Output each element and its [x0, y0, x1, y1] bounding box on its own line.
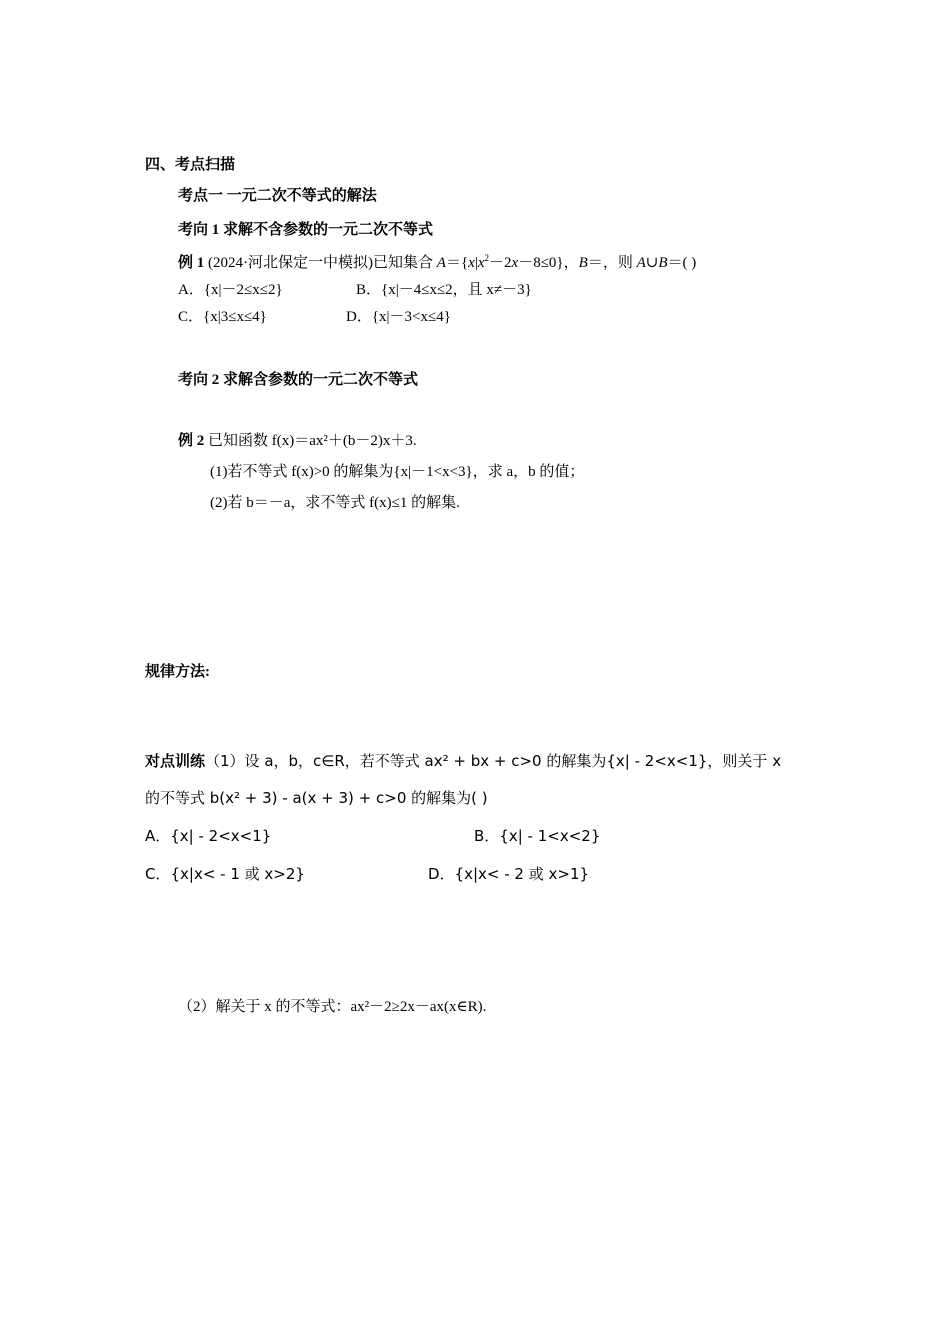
- example1-option-b: B．{x|－4≤x≤2，且 x≠－3}: [356, 282, 532, 298]
- set-b: B: [658, 255, 668, 271]
- method-label: 规律方法:: [145, 664, 210, 680]
- training-label: 对点训练: [145, 752, 206, 770]
- example2-stem: [178, 431, 417, 451]
- union-symbol: ∪: [645, 255, 659, 271]
- example1-text: ＝{: [445, 255, 469, 271]
- example1-text: |: [474, 255, 478, 271]
- set-a: A: [436, 255, 446, 271]
- example1-source: (2024·河北保定一中模拟): [208, 255, 374, 271]
- kaodian1-title: 考点一 一元二次不等式的解法: [178, 188, 377, 204]
- example1-option-a: A．{x|－2≤x≤2}: [178, 282, 283, 298]
- kaoxiang1-title: 考向 1 求解不含参数的一元二次不等式: [178, 222, 434, 238]
- part2-question: （2）解关于 x 的不等式：ax²－2≥2x－ax(x∈R).: [178, 999, 487, 1015]
- example1-option-c: C．{x|3≤x≤4}: [178, 309, 267, 325]
- set-a: A: [636, 255, 646, 271]
- example1-text: －2: [489, 255, 512, 271]
- example1-option-d: D．{x|－3<x≤4}: [346, 309, 451, 325]
- example1-stem: [178, 253, 696, 273]
- example1-label: 例 1: [178, 255, 205, 271]
- var-x: x: [477, 255, 485, 271]
- training-option-a: A．{x| - 2<x<1}: [145, 827, 272, 845]
- training-option-b: B．{x| - 1<x<2}: [474, 827, 601, 845]
- example2-part2: (2)若 b＝－a，求不等式 f(x)≤1 的解集.: [210, 495, 460, 511]
- example1-text: －8≤0}，: [518, 255, 579, 271]
- example2-text: 已知函数 f(x)＝ax²＋(b－2)x＋3.: [208, 433, 417, 449]
- exponent: 2: [484, 253, 490, 263]
- var-x: x: [511, 255, 519, 271]
- set-b: B: [578, 255, 588, 271]
- example1-text: 已知集合: [373, 255, 437, 271]
- var-x: x: [468, 255, 475, 271]
- kaoxiang2-title: 考向 2 求解含参数的一元二次不等式: [178, 372, 419, 388]
- example2-part1: (1)若不等式 f(x)>0 的解集为{x|－1<x<3}，求 a，b 的值；: [210, 464, 585, 480]
- section-title: 四、考点扫描: [145, 157, 236, 173]
- example2-label: 例 2: [178, 433, 205, 449]
- example1-text: ＝，则: [587, 255, 637, 271]
- training-text: （1）设 a，b，c∈R，若不等式 ax² + bx + c>0 的解集为{x| - 2<x<1}，则关于 x: [205, 752, 782, 770]
- training-option-d: D．{x|x< - 2 或 x>1}: [428, 865, 590, 883]
- training-line2: 的不等式 b(x² + 3) - a(x + 3) + c>0 的解集为( ): [145, 789, 488, 807]
- training-line1: [145, 751, 781, 771]
- training-option-c: C．{x|x< - 1 或 x>2}: [145, 865, 305, 883]
- answer-blank: ＝( ): [667, 255, 697, 271]
